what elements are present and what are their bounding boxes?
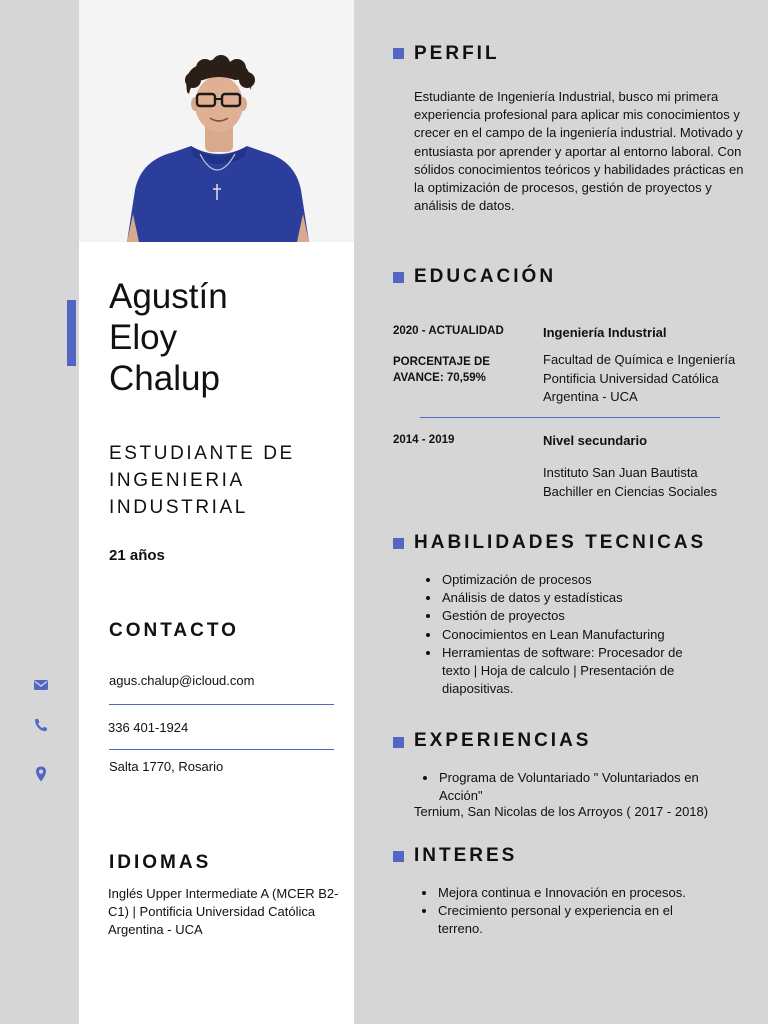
name-first: Agustín — [109, 277, 228, 316]
section-marker — [393, 737, 404, 748]
name-middle: Eloy — [109, 318, 178, 357]
full-name — [109, 276, 228, 399]
email-text[interactable]: agus.chalup@icloud.com — [109, 673, 255, 688]
languages-text: Inglés Upper Intermediate A (MCER B2-C1) | Pontificia Universidad Católica Argentina - UCA — [108, 886, 339, 937]
location-pin-icon — [32, 765, 50, 783]
phone-text[interactable]: 336 401-1924 — [108, 720, 189, 735]
edu-line: Argentina - UCA — [543, 389, 638, 404]
edu-title: Nivel secundario — [543, 433, 648, 448]
experience-detail: Ternium, San Nicolas de los Arroyos ( 2017 - 2018) — [414, 804, 709, 819]
list-item: Gestión de proyectos — [422, 607, 712, 625]
skills-list — [422, 571, 712, 698]
accent-bar — [67, 300, 76, 366]
contact-heading: CONTACTO — [109, 620, 239, 641]
edu-progress: PORCENTAJE DE AVANCE: 70,59% — [393, 356, 490, 384]
edu-line: Facultad de Química e Ingeniería — [543, 352, 736, 367]
edu-institution — [543, 464, 717, 501]
divider — [109, 704, 334, 705]
edu-line: Bachiller en Ciencias Sociales — [543, 483, 718, 499]
section-marker — [393, 538, 404, 549]
list-item: Herramientas de software: Procesador de texto | Hoja de calculo | Presentación de diapositivas. — [422, 644, 712, 699]
profile-photo — [79, 0, 354, 242]
skills-heading: HABILIDADES TECNICAS — [414, 532, 707, 553]
interests-list — [418, 884, 718, 939]
name-last: Chalup — [109, 359, 220, 398]
languages-heading: IDIOMAS — [109, 852, 212, 873]
list-item: Optimización de procesos — [422, 571, 712, 589]
edu-date: 2014 - 2019 — [393, 434, 455, 446]
age: 21 años — [109, 547, 165, 564]
edu-date: 2020 - ACTUALIDAD — [393, 325, 504, 337]
address-text: Salta 1770, Rosario — [109, 759, 224, 774]
list-item: Mejora continua e Innovación en procesos. — [418, 884, 718, 902]
edu-title: Ingeniería Industrial — [543, 325, 667, 340]
divider — [420, 417, 720, 418]
list-item: Análisis de datos y estadísticas — [422, 589, 712, 607]
email-icon — [32, 676, 50, 694]
section-marker — [393, 48, 404, 59]
perfil-heading: PERFIL — [414, 43, 500, 64]
experience-list — [419, 769, 719, 805]
perfil-text: Estudiante de Ingeniería Industrial, busco mi primera experiencia profesional para aplicar mis conocimientos y crecer en el campo de la ingeniería industrial. Motivado y entusiasta por aprender y aportar al entorno laboral. Con sólidos conocimientos teóricos y habilidades prácticas en la optimización de procesos, gestión de proyectos y análisis de datos. — [414, 89, 744, 214]
list-item: Conocimientos en Lean Manufacturing — [422, 626, 712, 644]
list-item: Crecimiento personal y experiencia en el terreno. — [418, 902, 718, 938]
divider — [109, 749, 334, 750]
job-title: ESTUDIANTE DE INGENIERIA INDUSTRIAL — [109, 443, 295, 518]
edu-line: Pontificia Universidad Católica — [543, 370, 719, 386]
list-item: Programa de Voluntariado " Voluntariados en Acción" — [419, 769, 719, 805]
person-illustration — [79, 0, 354, 242]
section-marker — [393, 851, 404, 862]
phone-icon — [32, 716, 50, 734]
edu-line: Instituto San Juan Bautista — [543, 465, 698, 480]
edu-institution — [543, 351, 735, 407]
interests-heading: INTERES — [414, 845, 518, 866]
section-marker — [393, 272, 404, 283]
education-heading: EDUCACIÓN — [414, 266, 557, 287]
experience-heading: EXPERIENCIAS — [414, 730, 592, 751]
